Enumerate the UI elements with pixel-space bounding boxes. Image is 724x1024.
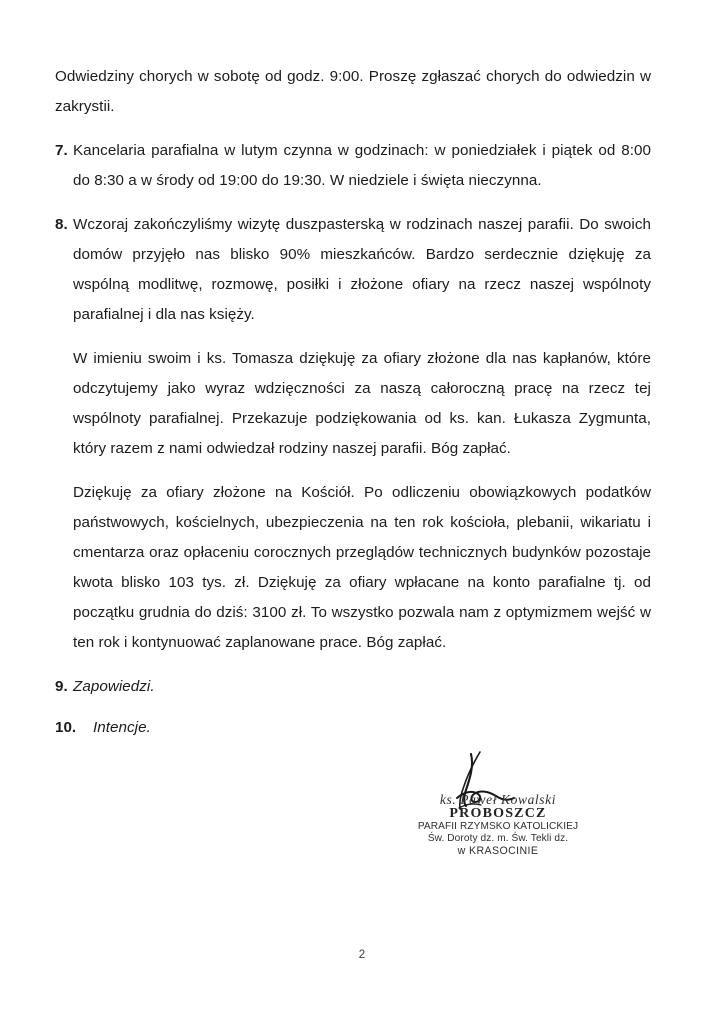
item-8-paragraph-2: W imieniu swoim i ks. Tomasza dziękuję za ofiary złożone dla nas kapłanów, które odczytujemy jako wyraz wdzięczności za naszą całoroczną pracę na rzecz tej wspólnoty parafialnej. Przekazuje podziękowania od ks. kan. Łukasza Zygmunta, który razem z nami odwiedzał rodziny naszej parafii. Bóg zapłać.	[73, 350, 651, 457]
document-body	[55, 62, 651, 754]
list-item-10-text: Intencje.	[93, 719, 151, 736]
list-item-9-text: Zapowiedzi.	[73, 678, 155, 695]
list-item-9	[55, 672, 651, 702]
page-number: 2	[358, 949, 366, 961]
stamp-patron: Św. Doroty dz. m. Św. Tekli dz.	[427, 833, 569, 844]
list-item-10	[55, 713, 651, 743]
list-item-8-marker: 8.	[55, 216, 68, 233]
list-item-8	[55, 210, 651, 330]
stamp-place: w KRASOCINIE	[457, 845, 539, 857]
stamp-priest-name: ks. Paweł Kowalski	[439, 792, 557, 807]
intro-continuation-paragraph: Odwiedziny chorych w sobotę od godz. 9:00. Proszę zgłaszać chorych do odwiedzin w zakrystii.	[55, 68, 651, 115]
list-item-7-text: Kancelaria parafialna w lutym czynna w godzinach: w poniedziałek i piątek od 8:00 do 8:30 a w środy od 19:00 do 19:30. W niedziele i święta nieczynna.	[73, 142, 651, 189]
list-item-10-marker: 10.	[55, 719, 77, 736]
item-8-paragraph-3: Dziękuję za ofiary złożone na Kościół. Po odliczeniu obowiązkowych podatków państwowych, kościelnych, ubezpieczenia na ten rok kościoła, plebanii, wikariatu i cmentarza oraz opłaceniu corocznych przeglądów technicznych budynków pozostaje kwota blisko 103 tys. zł. Dziękuję za ofiary wpłacane na konto parafialne tj. od początku grudnia do dziś: 3100 zł. To wszystko pozwala nam z optymizmem wejść w ten rok i kontynuować zaplanowane prace. Bóg zapłać.	[73, 484, 651, 651]
list-item-7-marker: 7.	[55, 142, 68, 159]
list-item-8-text: Wczoraj zakończyliśmy wizytę duszpasterską w rodzinach naszej parafii. Do swoich domów przyjęło nas blisko 90% mieszkańców. Bardzo serdecznie dziękuję za wspólną modlitwę, rozmowę, posiłki i złożone ofiary na rzecz naszej wspólnoty parafialnej i dla nas księży.	[73, 216, 651, 323]
stamp-role: PROBOSZCZ	[449, 806, 547, 821]
parish-stamp	[398, 792, 598, 857]
list-item-7	[55, 136, 651, 196]
signature-stamp-block	[398, 752, 598, 862]
list-item-9-marker: 9.	[55, 678, 68, 695]
stamp-parish: PARAFII RZYMSKO KATOLICKIEJ	[417, 821, 579, 832]
